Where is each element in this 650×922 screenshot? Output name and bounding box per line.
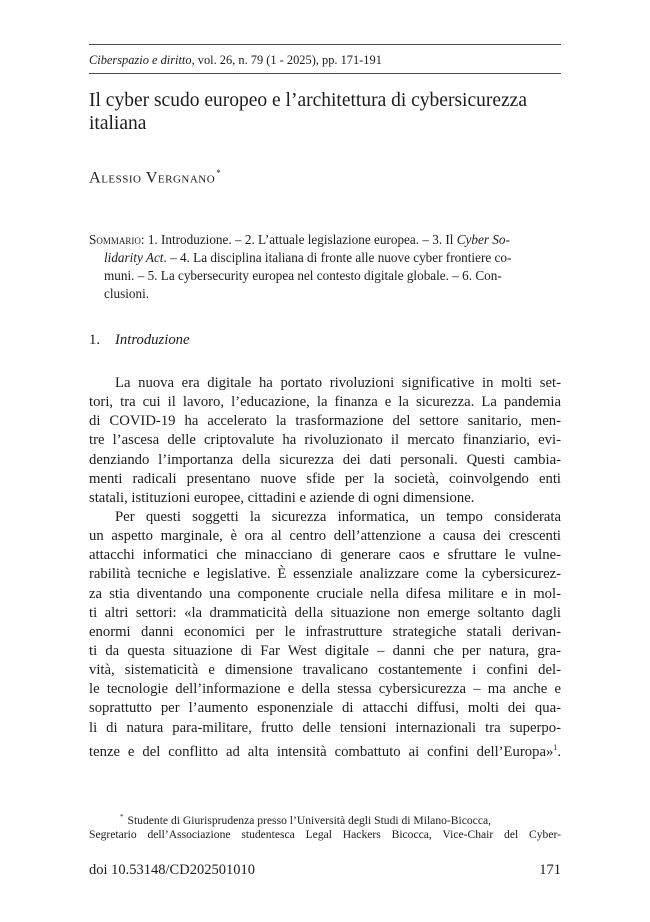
journal-details: , vol. 26, n. 79 (1 - 2025), pp. 171-191	[191, 53, 382, 67]
summary-text: 1. Introduzione. – 2. L’attuale legislazione europea. – 3. Il	[144, 232, 457, 247]
summary	[89, 231, 561, 303]
body-line: le tecnologie dell’informazione e della stessa cybersicurezza – ma anche e	[89, 681, 561, 698]
summary-line: clusioni.	[104, 286, 150, 301]
journal-citation	[89, 53, 561, 68]
author-footnote-mark: *	[216, 168, 222, 178]
article-title-line-1: Il cyber scudo europeo e l’architettura di cybersicurezza	[89, 90, 527, 111]
body-line-text: tenze e del conflitto ad alta intensità combattuto ai confini dell’Europa»	[89, 743, 554, 760]
summary-text: . – 4. La disciplina italiana di fronte alle nuove cyber frontiere co-	[163, 250, 512, 265]
page-number: 171	[539, 862, 561, 878]
author	[89, 168, 221, 187]
body-line-last: tenze e del conflitto ad alta intensità combattuto ai confini dell’Europa»$^1$.	[89, 742, 561, 760]
body-line: tori, tra cui il lavoro, l’educazione, la finanza e la sicurezza. La pandemia	[89, 394, 561, 411]
journal-title: Ciberspazio e diritto	[89, 53, 192, 67]
summary-line	[89, 249, 561, 267]
body-line: di COVID-19 ha accelerato la trasformazione del settore sanitario, men-	[89, 413, 561, 430]
summary-line: muni. – 5. La cybersecurity europea nel contesto digitale globale. – 6. Con-	[104, 268, 502, 283]
section-heading	[89, 331, 190, 349]
footnote	[89, 809, 561, 843]
body-line: enormi danni economici per le infrastrutture strategiche statali derivan-	[89, 623, 561, 640]
author-name: Alessio Vergnano	[89, 168, 216, 187]
body-line: menti radicali presentano nuove sfide per la società, coinvolgendo enti	[89, 470, 561, 487]
section-number: 1.	[89, 332, 101, 348]
doi[interactable]: doi 10.53148/CD202501010	[89, 862, 255, 878]
footnote-reference[interactable]: 1	[553, 742, 558, 752]
body-line: li di natura para-militare, frutto delle tensioni internazionali tra superpo-	[89, 719, 561, 736]
body-line: tre l’ascesa delle criptovalute ha rivoluzionato il mercato finanziario, evi-	[89, 432, 561, 449]
body-line: soprattutto per l’aumento esponenziale di attacchi diffusi, molti dei qua-	[89, 700, 561, 717]
article-title-line-2: italiana	[89, 113, 147, 134]
footnote-mark: *	[120, 813, 124, 821]
footnote-line	[89, 809, 561, 826]
body-line: denziando l’importanza della sicurezza dei dati personali. Questi cambia-	[89, 451, 561, 468]
body-line: attacchi informatici che minacciano di generare caos e sfruttare le vulne-	[89, 547, 561, 564]
body-line: ti da questa situazione di Far West digitale – danni che per natura, gra-	[89, 642, 561, 659]
header-bottom-rule	[89, 73, 561, 74]
body-line: Per questi soggetti la sicurezza informatica, un tempo considerata	[115, 508, 561, 525]
body-line: za stia diventando una componente cruciale nella difesa militare e in mol-	[89, 585, 561, 602]
article-title	[89, 89, 561, 135]
body-line: statali, istituzioni europee, cittadini e aziende di ogni dimensione.	[89, 489, 475, 506]
footnote-text: Studente di Giurisprudenza presso l’Università degli Studi di Milano-Bicocca,	[127, 813, 492, 827]
header-top-rule	[89, 44, 561, 45]
body-line: La nuova era digitale ha portato rivoluzioni significative in molti set-	[115, 375, 561, 391]
summary-text-italic: Cyber So-	[456, 232, 510, 247]
section-title: Introduzione	[115, 332, 190, 348]
body-line: vità, sistematicità e dimensione travalicano costantemente i confini del-	[89, 662, 561, 679]
summary-line	[89, 231, 561, 249]
body-line: rabilità tecniche e legislative. È essenziale analizzare come la cybersicurez-	[89, 566, 561, 583]
summary-text-italic: lidarity Act	[104, 250, 164, 265]
body-text	[89, 374, 561, 760]
body-line: ti altri settori: «la drammaticità della situazione non emerge soltanto dagli	[89, 604, 561, 621]
body-line: un aspetto marginale, è ora al centro dell’attenzione a causa dei crescenti	[89, 528, 561, 545]
summary-label: Sommario:	[89, 232, 145, 247]
footnote-line: Segretario dell’Associazione studentesca Legal Hackers Bicocca, Vice-Chair del Cyber-	[89, 828, 561, 841]
